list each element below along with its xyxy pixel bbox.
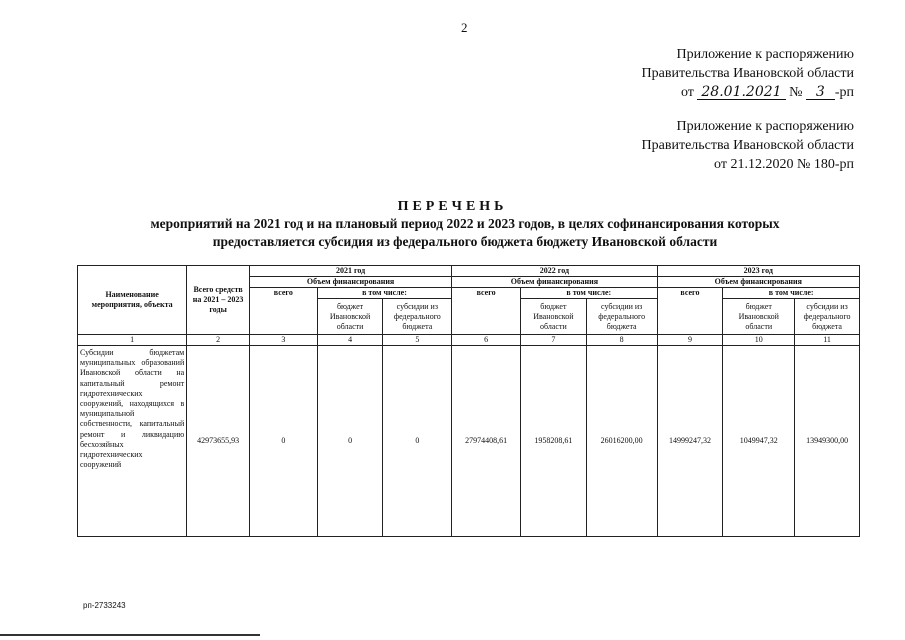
column-index: 4 — [317, 335, 383, 346]
header-year-2021: 2021 год — [249, 266, 451, 277]
appendix-new-line1: Приложение к распоряжению — [676, 47, 854, 62]
column-index: 5 — [383, 335, 452, 346]
row-2023-budget: 1049947,32 — [723, 346, 795, 537]
handwritten-date: 28.01.2021 — [697, 85, 785, 100]
appendix-new-line2: Правительства Ивановской области — [641, 66, 854, 81]
row-2021-total: 0 — [249, 346, 317, 537]
row-2023-subsidy: 13949300,00 — [795, 346, 860, 537]
header-total: Всего средств на 2021 – 2023 годы — [187, 266, 250, 335]
funding-table — [77, 265, 860, 537]
header-total-2022: всего — [452, 288, 521, 335]
row-2021-subsidy: 0 — [383, 346, 452, 537]
header-including-2022: в том числе: — [521, 288, 658, 299]
appendix-old-line3: от 21.12.2020 № 180-рп — [714, 157, 854, 172]
header-total-2023: всего — [657, 288, 723, 335]
header-total-2021: всего — [249, 288, 317, 335]
row-total: 42973655,93 — [187, 346, 250, 537]
header-budget-2023: бюджет Ивановской области — [723, 299, 795, 335]
header-year-2023: 2023 год — [657, 266, 859, 277]
column-index: 9 — [657, 335, 723, 346]
page-number: 2 — [461, 20, 468, 35]
column-index: 7 — [521, 335, 587, 346]
table-row — [78, 346, 860, 537]
header-including-2023: в том числе: — [723, 288, 860, 299]
column-index: 3 — [249, 335, 317, 346]
row-name: Субсидии бюджетам муниципальных образований Ивановской области на капитальный ремонт гидротехнических сооружений, находящихся в муниципальной собственности, капитальный ремонт и ликвидацию бесхозяйных гидротехнических сооружений — [78, 346, 187, 537]
appendix-new-from: от — [680, 85, 694, 100]
row-2022-subsidy: 26016200,00 — [586, 346, 657, 537]
header-including-2021: в том числе: — [317, 288, 452, 299]
appendix-old — [642, 117, 854, 174]
document-title: ПЕРЕЧЕНЬ — [397, 199, 508, 214]
appendix-new-suffix: -рп — [834, 85, 854, 100]
header-budget-2022: бюджет Ивановской области — [521, 299, 587, 335]
column-index: 2 — [187, 335, 250, 346]
header-subsidy-2022: субсидии из федерального бюджета — [586, 299, 657, 335]
header-volume-2021: Объем финансирования — [249, 277, 451, 288]
row-2021-budget: 0 — [317, 346, 383, 537]
header-year-2022: 2022 год — [452, 266, 657, 277]
row-2022-budget: 1958208,61 — [521, 346, 587, 537]
column-index: 6 — [452, 335, 521, 346]
header-volume-2023: Объем финансирования — [657, 277, 859, 288]
handwritten-number: 3 — [806, 85, 835, 100]
column-index: 10 — [723, 335, 795, 346]
row-2023-total: 14999247,32 — [657, 346, 723, 537]
appendix-old-line2: Правительства Ивановской области — [641, 138, 854, 153]
appendix-old-line1: Приложение к распоряжению — [676, 119, 854, 134]
column-index: 8 — [586, 335, 657, 346]
document-subtitle: мероприятий на 2021 год и на плановый период 2022 и 2023 годов, в целях софинансирования которых предоставляется субсидия из федерального бюджета бюджету Ивановской области — [150, 216, 780, 249]
header-subsidy-2021: субсидии из федерального бюджета — [383, 299, 452, 335]
header-budget-2021: бюджет Ивановской области — [317, 299, 383, 335]
scan-edge-line — [0, 634, 260, 636]
appendix-new — [642, 45, 854, 102]
appendix-new-line3 — [642, 83, 854, 102]
document-code: рп-2733243 — [83, 601, 126, 610]
appendix-new-number-sign: № — [789, 85, 803, 100]
header-subsidy-2023: субсидии из федерального бюджета — [795, 299, 860, 335]
row-2022-total: 27974408,61 — [452, 346, 521, 537]
column-index: 11 — [795, 335, 860, 346]
header-name: Наименование мероприятия, объекта — [78, 266, 187, 335]
header-volume-2022: Объем финансирования — [452, 277, 657, 288]
column-index: 1 — [78, 335, 187, 346]
